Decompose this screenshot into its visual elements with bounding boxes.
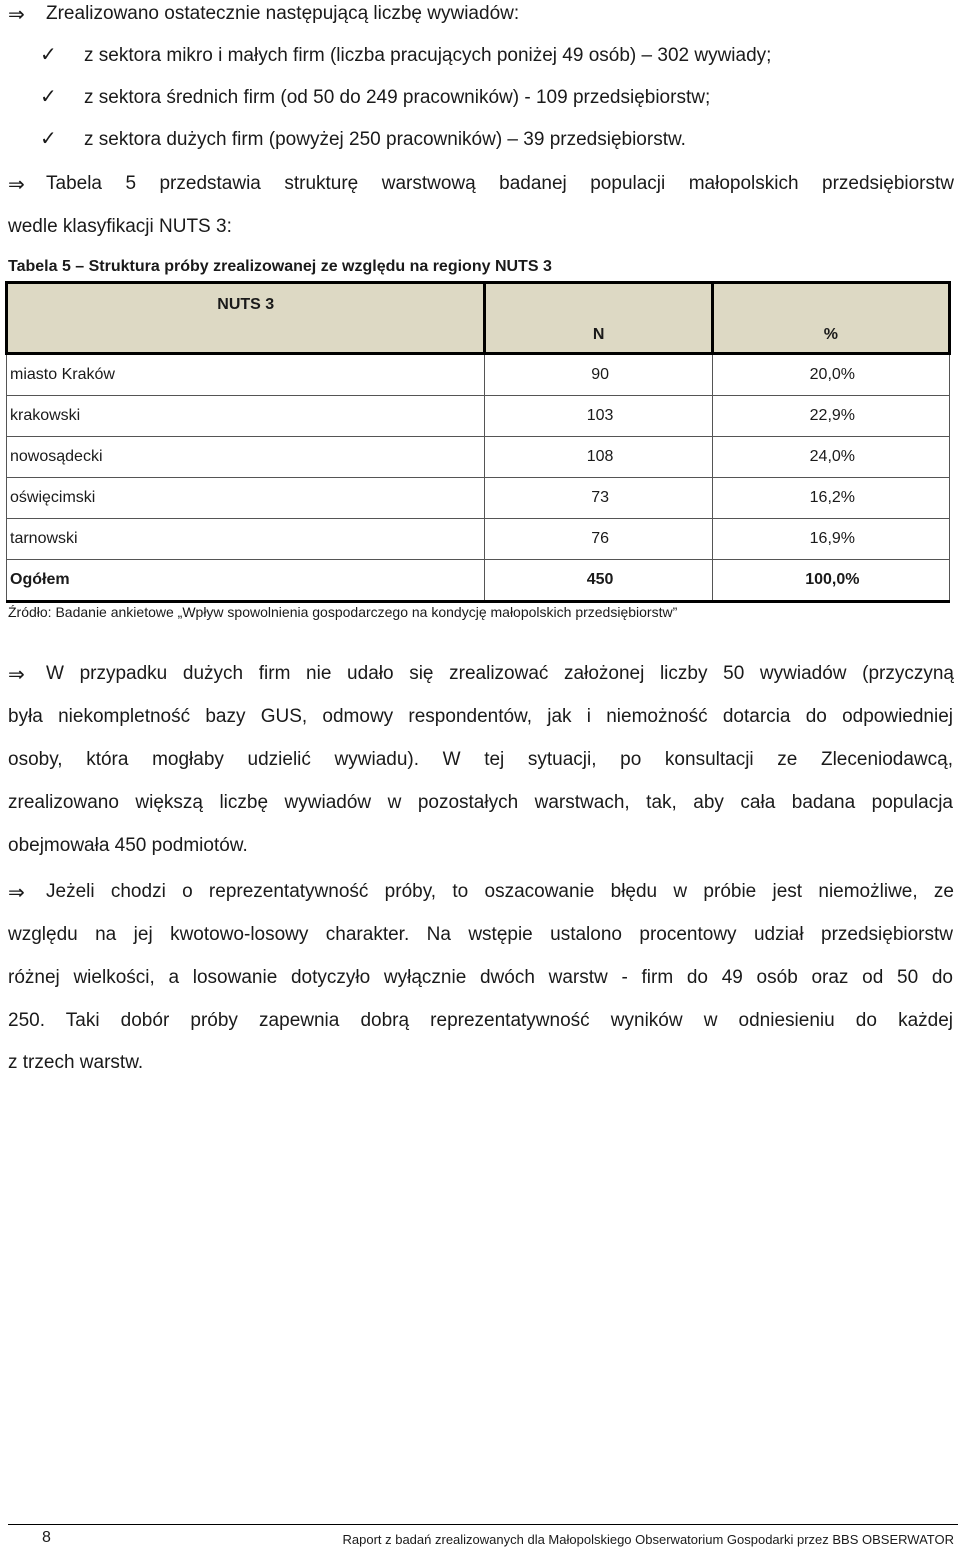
check-icon: ✓ <box>40 126 57 150</box>
arrow-icon: ⇒ <box>8 172 25 196</box>
region-count: 73 <box>485 478 712 519</box>
footer-divider <box>8 1524 958 1525</box>
region-count: 90 <box>485 354 712 396</box>
paragraph-line: obejmowała 450 podmiotów. <box>8 835 248 856</box>
paragraph-line: z trzech warstw. <box>8 1052 144 1073</box>
total-label: Ogółem <box>7 560 485 602</box>
paragraph-line: Tabela 5 przedstawia strukturę warstwową badanej populacji małopolskich przedsiębiorstw <box>46 173 954 194</box>
paragraph-line: Jeżeli chodzi o reprezentatywność próby, to oszacowanie błędu w próbie jest niemożliwe, ze <box>46 881 954 902</box>
paragraph-line: była niekompletność bazy GUS, odmowy respondentów, jak i niemożność dotarcia do odpowiedniej <box>8 706 953 727</box>
region-percent: 16,2% <box>712 478 949 519</box>
table-row <box>7 437 950 478</box>
region-percent: 20,0% <box>712 354 949 396</box>
region-name: tarnowski <box>7 519 485 560</box>
region-name: nowosądecki <box>7 437 485 478</box>
table-caption: Tabela 5 – Struktura próby zrealizowanej ze względu na regiony NUTS 3 <box>8 258 552 275</box>
arrow-icon: ⇒ <box>8 662 25 686</box>
table-row <box>7 354 950 396</box>
region-count: 103 <box>485 396 712 437</box>
paragraph-line: osoby, która mogłaby udzielić wywiadu). W tej sytuacji, po konsultacji ze Zleceniodawcą, <box>8 749 953 770</box>
table-total-row <box>7 560 950 602</box>
column-header-percent: % <box>712 283 949 354</box>
table-row <box>7 396 950 437</box>
arrow-icon: ⇒ <box>8 880 25 904</box>
check-icon: ✓ <box>40 84 57 108</box>
footer-text: Raport z badań zrealizowanych dla Małopolskiego Obserwatorium Gospodarki przez BBS OBSERWATOR <box>342 1532 954 1547</box>
table-source: Źródło: Badanie ankietowe „Wpływ spowolnienia gospodarczego na kondycję małopolskich przedsiębiorstw” <box>8 604 678 620</box>
intro-item: z sektora mikro i małych firm (liczba pracujących poniżej 49 osób) – 302 wywiady; <box>84 45 772 66</box>
paragraph-line: względu na jej kwotowo-losowy charakter. Na wstępie ustalono procentowy udział przedsiębiorstw <box>8 924 953 945</box>
intro-item: z sektora średnich firm (od 50 do 249 pracowników) - 109 przedsiębiorstw; <box>84 87 711 108</box>
nuts-table <box>5 281 951 603</box>
paragraph-line: 250. Taki dobór próby zapewnia dobrą reprezentatywność wyników w odniesieniu do każdej <box>8 1010 953 1031</box>
region-name: miasto Kraków <box>7 354 485 396</box>
column-header-nuts: NUTS 3 <box>7 283 485 354</box>
table-row <box>7 478 950 519</box>
paragraph-line: W przypadku dużych firm nie udało się zrealizować założonej liczby 50 wywiadów (przyczyną <box>46 663 954 684</box>
paragraph-line: wedle klasyfikacji NUTS 3: <box>8 216 232 237</box>
region-count: 108 <box>485 437 712 478</box>
total-percent: 100,0% <box>712 560 949 602</box>
region-count: 76 <box>485 519 712 560</box>
intro-item: z sektora dużych firm (powyżej 250 pracowników) – 39 przedsiębiorstw. <box>84 129 686 150</box>
region-name: krakowski <box>7 396 485 437</box>
region-percent: 16,9% <box>712 519 949 560</box>
table-header-row <box>7 283 950 354</box>
check-icon: ✓ <box>40 42 57 66</box>
region-name: oświęcimski <box>7 478 485 519</box>
region-percent: 24,0% <box>712 437 949 478</box>
intro-heading: Zrealizowano ostatecznie następującą liczbę wywiadów: <box>46 3 520 24</box>
total-count: 450 <box>485 560 712 602</box>
paragraph-line: różnej wielkości, a losowanie dotyczyło wyłącznie dwóch warstw - firm do 49 osób oraz od 50 do <box>8 967 953 988</box>
column-header-n: N <box>485 283 712 354</box>
page-number: 8 <box>42 1529 51 1546</box>
table-row <box>7 519 950 560</box>
region-percent: 22,9% <box>712 396 949 437</box>
arrow-icon: ⇒ <box>8 2 25 26</box>
paragraph-line: zrealizowano większą liczbę wywiadów w pozostałych warstwach, tak, aby cała badana populacja <box>8 792 953 813</box>
